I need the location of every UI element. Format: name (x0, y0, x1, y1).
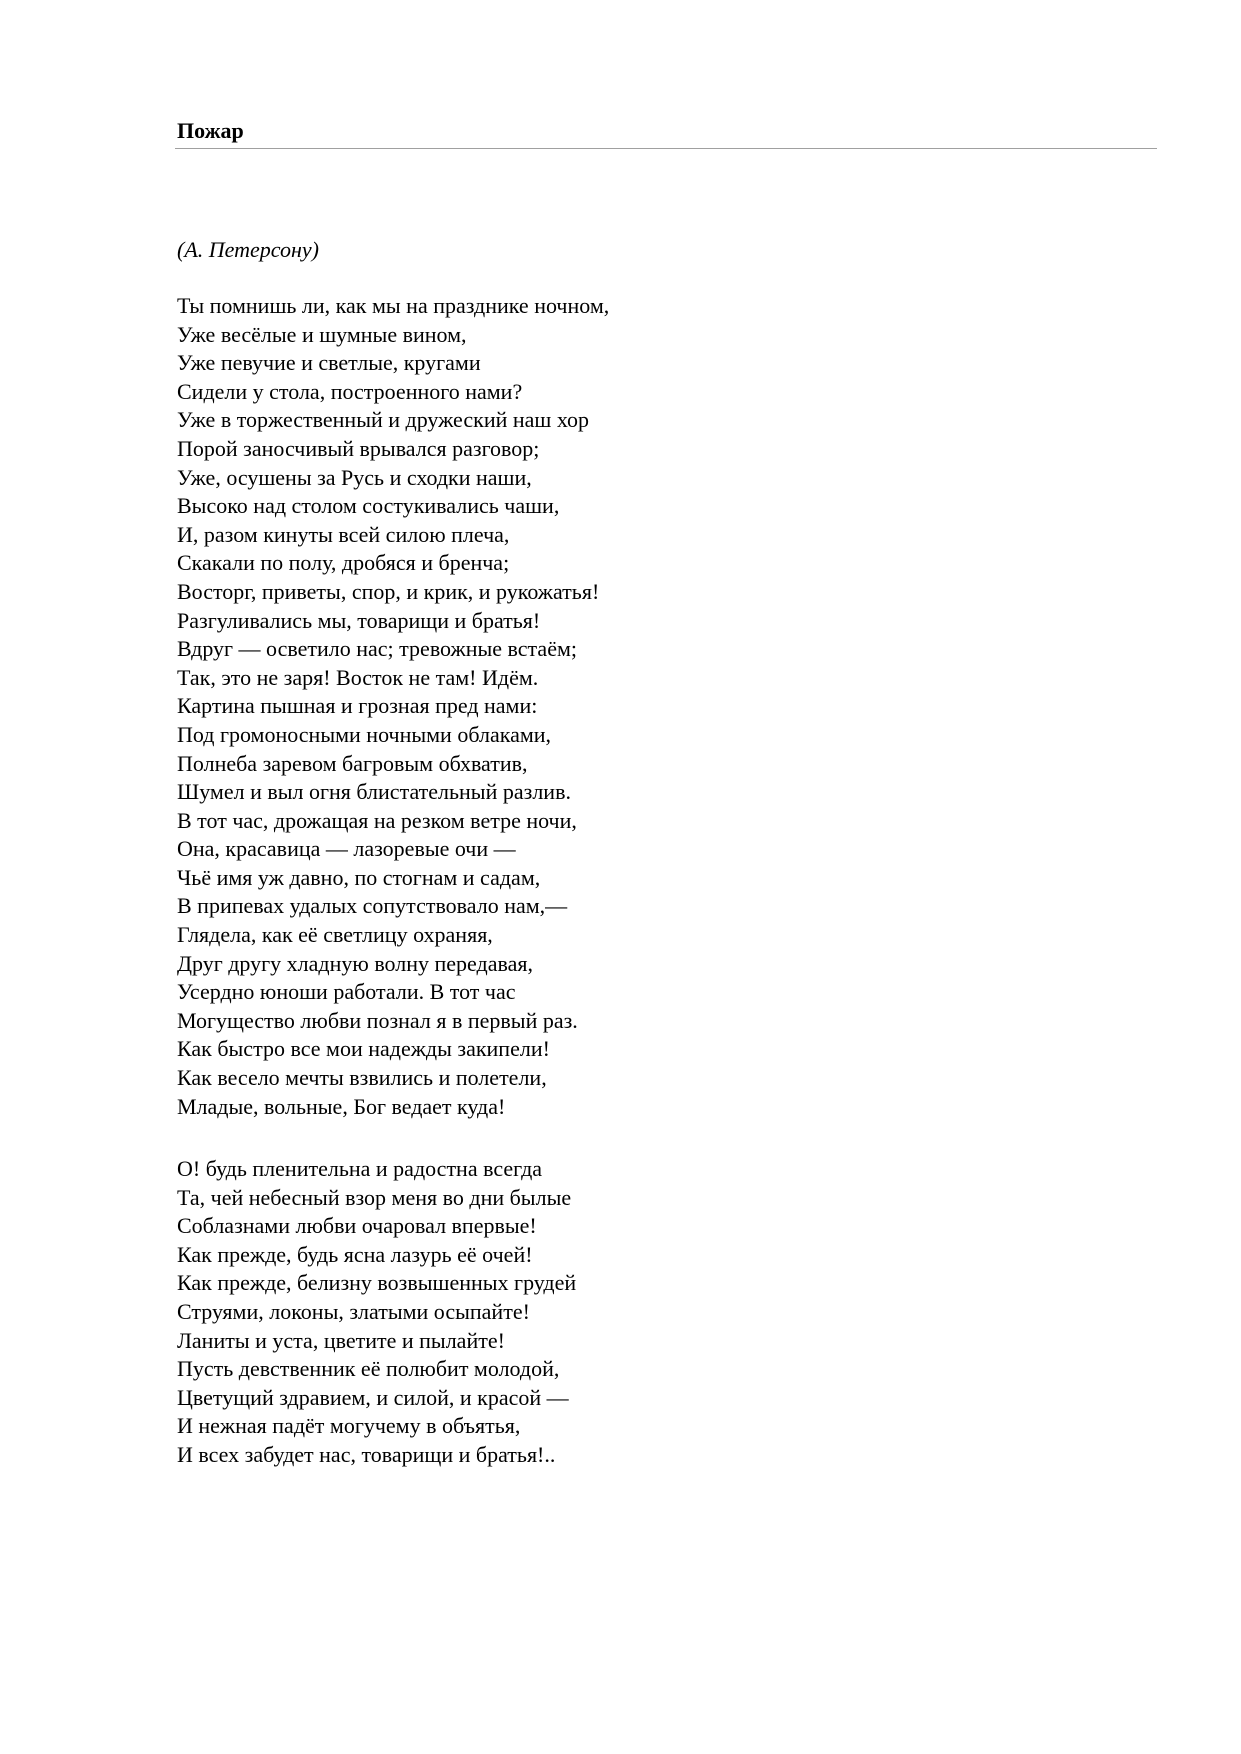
poem-line: Уже весёлые и шумные вином, (177, 321, 467, 347)
poem-line: Младые, вольные, Бог ведает куда! (177, 1093, 506, 1119)
poem-line: Могущество любви познал я в первый раз. (177, 1007, 578, 1033)
poem-line: Как прежде, белизну возвышенных грудей (177, 1270, 577, 1296)
poem-line: Восторг, приветы, спор, и крик, и рукожатья! (177, 578, 600, 604)
poem-line: В тот час, дрожащая на резком ветре ночи, (177, 807, 577, 833)
poem-line: Уже, осушены за Русь и сходки наши, (177, 464, 532, 490)
poem-line: Как весело мечты взвились и полетели, (177, 1065, 547, 1091)
poem-line: Высоко над столом состукивались чаши, (177, 493, 560, 519)
poem-line: Разгуливались мы, товарищи и братья! (177, 607, 541, 633)
poem-line: Как быстро все мои надежды закипели! (177, 1036, 550, 1062)
poem-line: И, разом кинуты всей силою плеча, (177, 521, 510, 547)
poem-line: И нежная падёт могучему в объятья, (177, 1413, 521, 1439)
poem-line: Уже в торжественный и дружеский наш хор (177, 407, 590, 433)
poem-line: Порой заносчивый врывался разговор; (177, 435, 540, 461)
poem-line: В припевах удалых сопутствовало нам,— (177, 893, 568, 919)
poem-line: Пусть девственник её полюбит молодой, (177, 1356, 560, 1382)
poem-line: Та, чей небесный взор меня во дни былые (177, 1184, 572, 1210)
stanza-1 (177, 292, 609, 1121)
poem-line: Картина пышная и грозная пред нами: (177, 693, 538, 719)
header-divider (175, 148, 1157, 149)
poem-line: Так, это не заря! Восток не там! Идём. (177, 664, 539, 690)
poem-line: Цветущий здравием, и силой, и красой — (177, 1384, 569, 1410)
poem-line: Чьё имя уж давно, по стогнам и садам, (177, 864, 541, 890)
poem-line: Соблазнами любви очаровал впервые! (177, 1213, 537, 1239)
poem-line: Струями, локоны, златыми осыпайте! (177, 1298, 530, 1324)
poem-line: И всех забудет нас, товарищи и братья!.. (177, 1441, 556, 1467)
poem-line: Как прежде, будь ясна лазурь её очей! (177, 1241, 533, 1267)
poem-line: Вдруг — осветило нас; тревожные встаём; (177, 636, 577, 662)
poem-line: Уже певучие и светлые, кругами (177, 350, 481, 376)
poem-line: Скакали по полу, дробяся и бренча; (177, 550, 510, 576)
poem-line: Сидели у стола, построенного нами? (177, 378, 523, 404)
poem-line: Усердно юноши работали. В тот час (177, 979, 516, 1005)
poem-line: Друг другу хладную волну передавая, (177, 950, 533, 976)
poem-line: Под громоносными ночными облаками, (177, 721, 552, 747)
page-title: Пожар (177, 118, 244, 143)
poem-line: Ланиты и уста, цветите и пылайте! (177, 1327, 505, 1353)
poem-line: Полнеба заревом багровым обхватив, (177, 750, 528, 776)
poem-line: Ты помнишь ли, как мы на празднике ночном, (177, 293, 610, 318)
poem-line: Глядела, как её светлицу охраняя, (177, 922, 493, 948)
poem-line: Шумел и выл огня блистательный разлив. (177, 779, 571, 805)
page-header (175, 118, 1157, 144)
dedication: (А. Петерсону) (177, 237, 320, 262)
poem-line: О! будь пленительна и радостна всегда (177, 1156, 543, 1181)
stanza-2 (177, 1155, 576, 1470)
poem-line: Она, красавица — лазоревые очи — (177, 836, 516, 862)
